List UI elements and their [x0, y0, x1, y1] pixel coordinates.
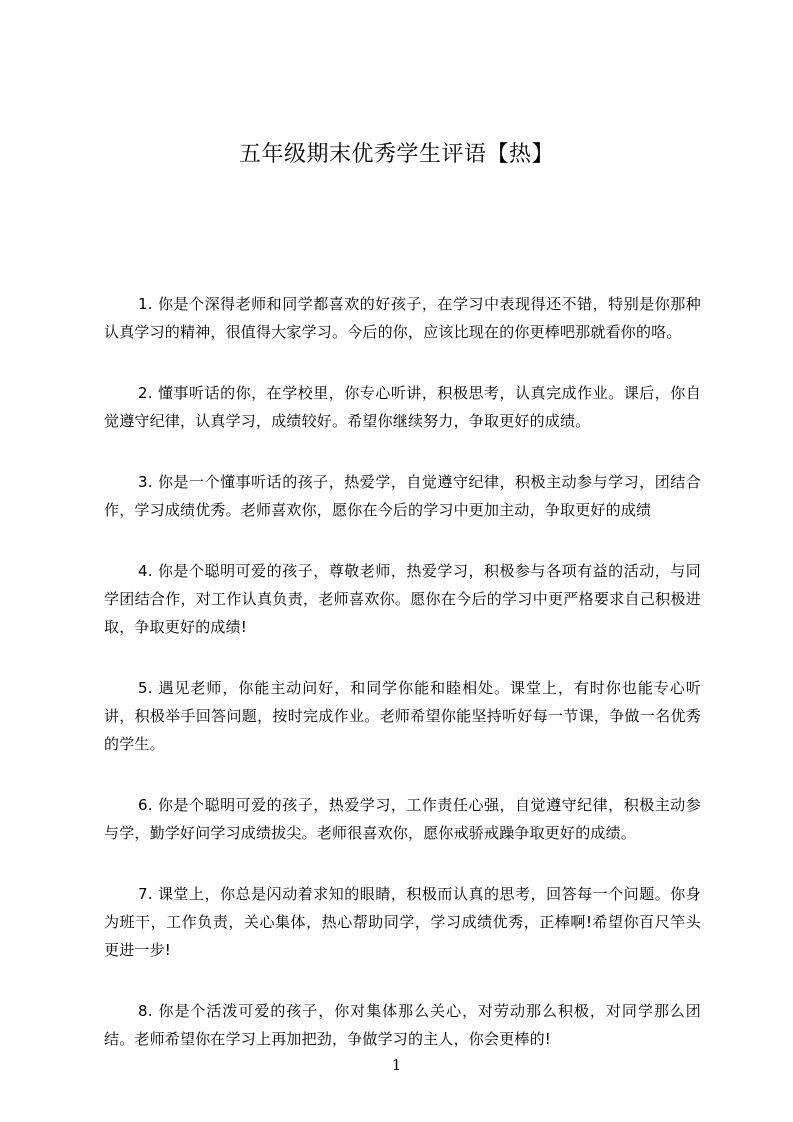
page-title: 五年级期末优秀学生评语【热】: [238, 142, 554, 167]
document-body: [104, 290, 701, 1086]
paragraph-6: 6. 你是个聪明可爱的孩子，热爱学习，工作责任心强，自觉遵守纪律，积极主动参与学，勤学好问学习成绩拔尖。老师很喜欢你，愿你戒骄戒躁争取更好的成绩。: [104, 796, 701, 842]
paragraph-4: 4. 你是个聪明可爱的孩子，尊敬老师，热爱学习，积极参与各项有益的活动，与同学团结合作，对工作认真负责，老师喜欢你。愿你在今后的学习中更严格要求自己积极进取，争取更好的成绩!: [104, 562, 701, 636]
paragraph-5: 5. 遇见老师，你能主动问好，和同学你能和睦相处。课堂上，有时你也能专心听讲，积极举手回答问题，按时完成作业。老师希望你能坚持听好每一节课，争做一名优秀的学生。: [104, 679, 701, 753]
paragraph-3: 3. 你是一个懂事听话的孩子，热爱学，自觉遵守纪律，积极主动参与学习，团结合作，学习成绩优秀。老师喜欢你，愿你在今后的学习中更加主动，争取更好的成绩: [104, 473, 701, 519]
paragraph-8: 8. 你是个活泼可爱的孩子，你对集体那么关心，对劳动那么积极，对同学那么团结。老师希望你在学习上再加把劲，争做学习的主人，你会更棒的!: [104, 1002, 701, 1048]
paragraph-2: 2. 懂事听话的你，在学校里，你专心听讲，积极思考，认真完成作业。课后，你自觉遵守纪律，认真学习，成绩较好。希望你继续努力，争取更好的成绩。: [104, 384, 701, 430]
paragraph-1: 1. 你是个深得老师和同学都喜欢的好孩子，在学习中表现得还不错，特别是你那种认真学习的精神，很值得大家学习。今后的你，应该比现在的你更棒吧那就看你的咯。: [104, 295, 701, 341]
paragraph-7: 7. 课堂上，你总是闪动着求知的眼睛，积极而认真的思考，回答每一个问题。你身为班干，工作负责，关心集体，热心帮助同学，学习成绩优秀，正棒啊!希望你百尺竿头更进一步!: [104, 885, 701, 959]
page-number: 1: [391, 1056, 402, 1074]
